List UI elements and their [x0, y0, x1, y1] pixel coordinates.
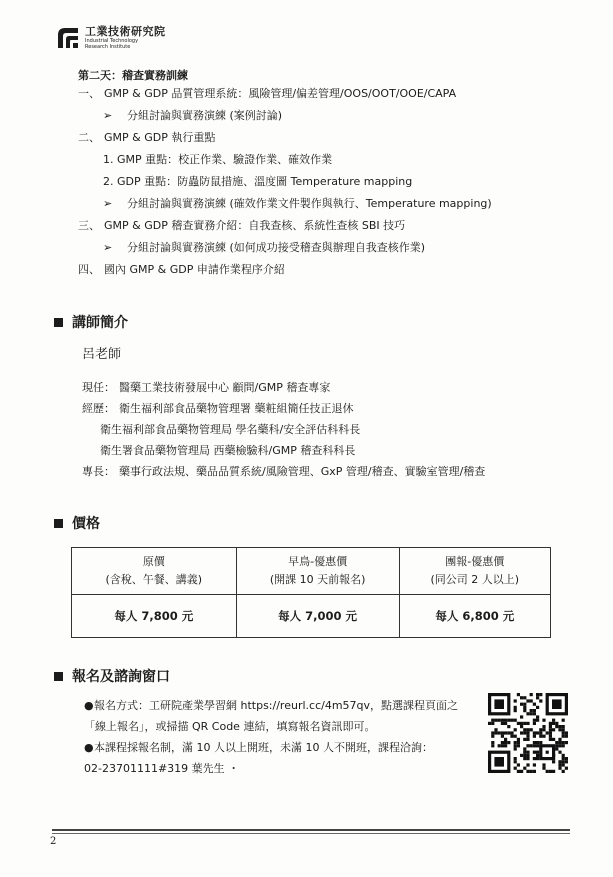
price-value: 每人 7,800 元: [72, 595, 237, 638]
price-header-cell: [399, 548, 550, 595]
registration-text: 「線上報名」，或掃描 QR Code 連結，填寫報名資訊即可。: [84, 720, 376, 733]
dot-bullet-icon: ●: [84, 741, 94, 754]
outline-text: 2. GDP 重點：防蟲防鼠措施、溫度圖 Temperature mapping: [103, 175, 413, 188]
price-header-row: [72, 548, 551, 595]
org-header: [57, 20, 166, 56]
bio-specialty: [82, 463, 485, 484]
outline-text: 分組討論與實務演練 (確效作業文件製作與執行、Temperature mapping): [127, 197, 492, 210]
bio-history: [82, 442, 485, 463]
bio-text: 衛生福利部食品藥物管理局 學名藥科/安全評估科科長: [100, 423, 361, 436]
price-table: [71, 547, 551, 638]
footer-rule: [52, 829, 570, 831]
course-outline: [78, 85, 578, 283]
bio-current: [82, 379, 485, 400]
outline-text: 國內 GMP & GDP 申請作業程序介紹: [104, 263, 285, 276]
price-value-row: [72, 595, 551, 638]
outline-item: [78, 85, 578, 107]
outline-text: GMP & GDP 稽查實務介紹：自我查核、系統性查核 SBI 技巧: [104, 219, 406, 232]
price-header-cell: [72, 548, 237, 595]
square-bullet-icon: [54, 318, 63, 327]
contact-phone: 02-23701111#319 葉先生 ・: [84, 762, 240, 775]
outline-item: [78, 261, 578, 283]
outline-number: 二、: [78, 131, 100, 144]
price-value: 每人 7,000 元: [236, 595, 399, 638]
registration-line: [84, 739, 484, 760]
registration-section-heading: [54, 666, 170, 686]
pricing-section-heading: [54, 513, 100, 533]
outline-item: [78, 217, 578, 239]
bio-text: 衛生署食品藥物管理局 西藥檢驗科/GMP 稽查科科長: [100, 444, 356, 457]
outline-text: GMP & GDP 執行重點: [104, 131, 216, 144]
bio-text: 衛生福利部食品藥物管理署 藥粧組簡任技正退休: [119, 402, 354, 415]
price-tier-note: (含稅、午餐、講義): [105, 573, 203, 586]
qr-code-icon[interactable]: [488, 693, 568, 773]
instructor-name: 呂老師: [82, 347, 122, 362]
registration-line: [84, 697, 484, 718]
outline-item: [78, 173, 578, 195]
outline-item: [78, 151, 578, 173]
price-header-cell: [236, 548, 399, 595]
registration-line: [84, 760, 484, 781]
page-number: 2: [50, 836, 57, 847]
outline-number: 四、: [78, 263, 100, 276]
org-name: 工業技術研究院: [85, 25, 166, 38]
footer-rule: [52, 833, 570, 834]
bio-history: [82, 421, 485, 442]
price-tier-title: 團報-優惠價: [445, 555, 505, 568]
bio-history: [82, 400, 485, 421]
org-name-en-2: Research Institute: [85, 44, 131, 50]
org-name-en-1: Industrial Technology: [85, 38, 139, 44]
outline-text: 分組討論與實務演練 (案例討論): [127, 109, 283, 122]
section-title: 價格: [72, 516, 100, 532]
registration-info: [84, 697, 484, 781]
price-tier-title: 早鳥-優惠價: [288, 555, 348, 568]
bio-label: 現任：: [82, 381, 115, 394]
arrow-bullet-icon: ➢: [103, 109, 113, 122]
day-title: 第二天：稽查實務訓練: [78, 69, 188, 82]
registration-text: 本課程採報名制，滿 10 人以上開班，未滿 10 人不開班，課程洽詢：: [94, 741, 433, 754]
registration-text: 報名方式：工研院產業學習網 https://reurl.cc/4m57qv，點選課程頁面之: [94, 699, 459, 712]
instructor-bio: [82, 379, 485, 484]
outline-item: [78, 195, 578, 217]
bio-text: 醫藥工業技術發展中心 顧問/GMP 稽查專家: [119, 381, 331, 394]
price-tier-note: (開課 10 天前報名): [269, 573, 366, 586]
price-value: 每人 6,800 元: [399, 595, 550, 638]
square-bullet-icon: [54, 672, 63, 681]
arrow-bullet-icon: ➢: [103, 197, 113, 210]
outline-item: [78, 129, 578, 151]
section-title: 報名及諮詢窗口: [72, 669, 170, 685]
section-title: 講師簡介: [72, 315, 128, 331]
bio-label: 專長：: [82, 465, 115, 478]
dot-bullet-icon: ●: [84, 699, 94, 712]
outline-text: 1. GMP 重點：校正作業、驗證作業、確效作業: [103, 153, 333, 166]
outline-item: [78, 107, 578, 129]
outline-number: 三、: [78, 219, 100, 232]
outline-number: 一、: [78, 87, 100, 100]
itri-logo-icon: [57, 27, 79, 49]
price-tier-note: (同公司 2 人以上): [430, 573, 520, 586]
outline-text: GMP & GDP 品質管理系統：風險管理/偏差管理/OOS/OOT/OOE/CAPA: [104, 87, 457, 100]
registration-line: [84, 718, 484, 739]
arrow-bullet-icon: ➢: [103, 241, 113, 254]
price-tier-title: 原價: [142, 555, 165, 568]
bio-label: 經歷：: [82, 402, 115, 415]
outline-text: 分組討論與實務演練 (如何成功接受稽查與辦理自我查核作業): [127, 241, 426, 254]
square-bullet-icon: [54, 519, 63, 528]
bio-text: 藥事行政法規、藥品品質系統/風險管理、GxP 管理/稽查、實驗室管理/稽查: [119, 465, 486, 478]
instructor-section-heading: [54, 312, 128, 332]
outline-item: [78, 239, 578, 261]
